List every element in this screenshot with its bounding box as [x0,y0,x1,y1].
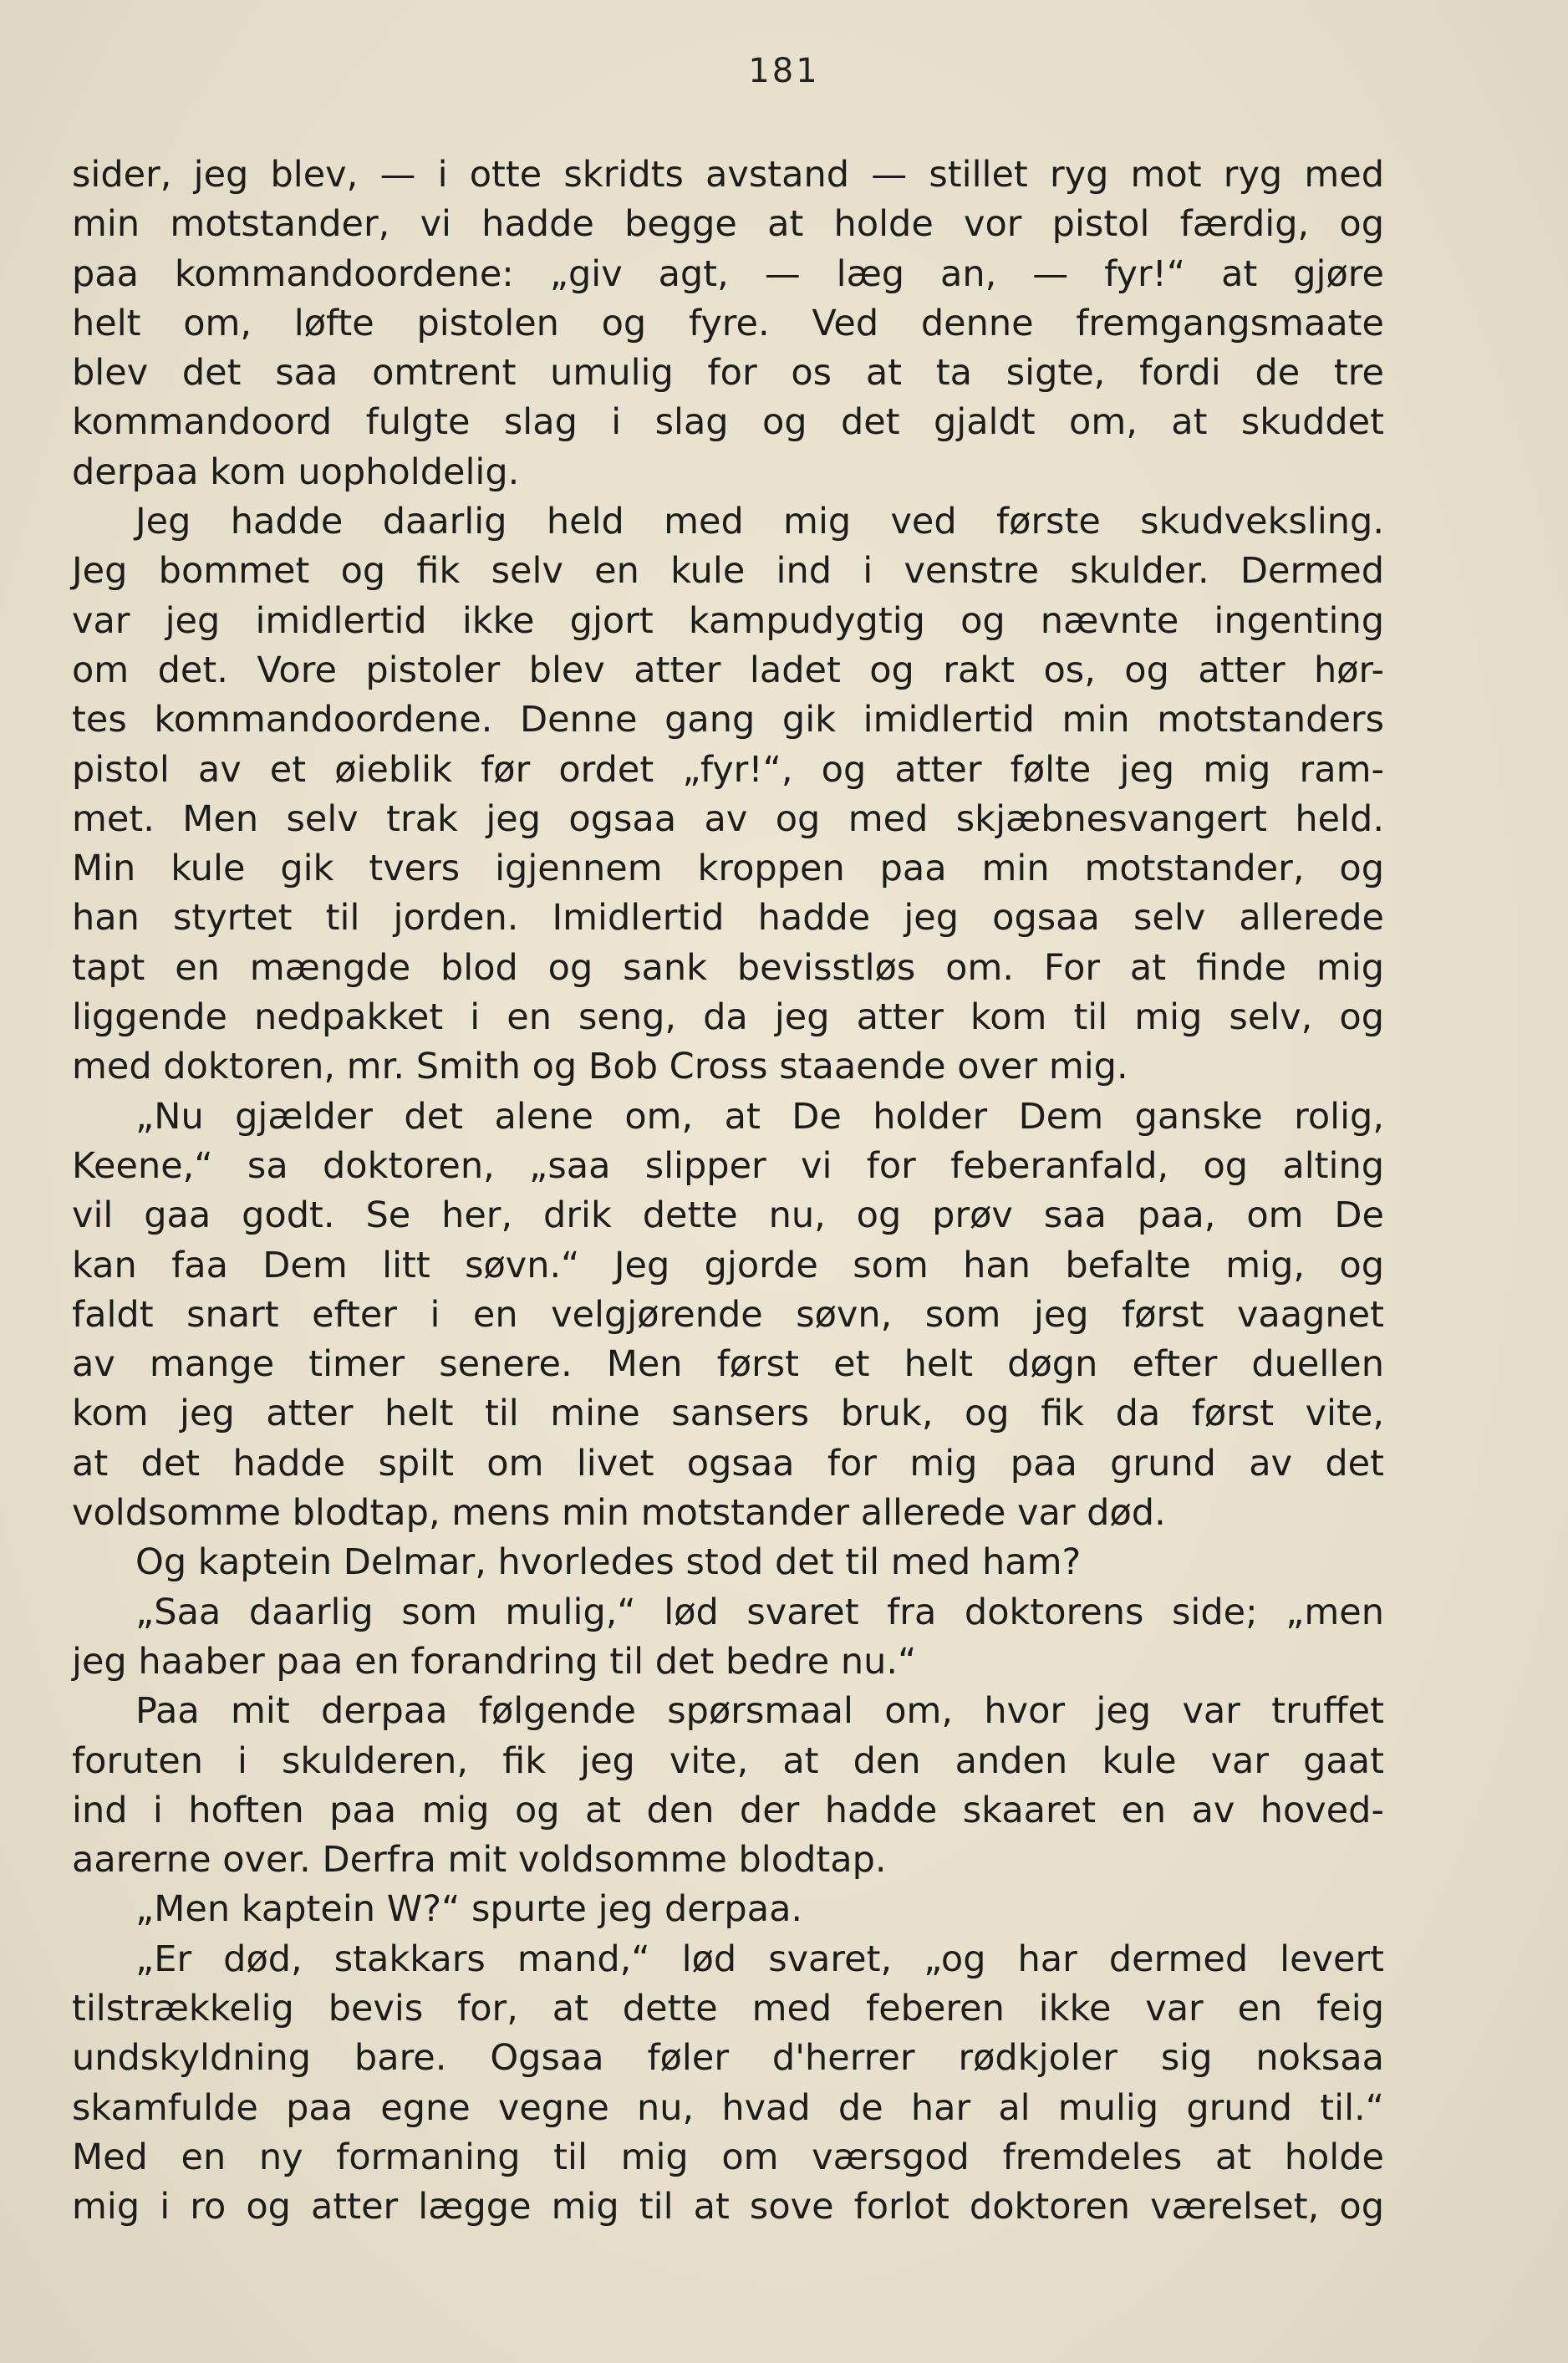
text-line: pistol av et øieblik før ordet „fyr!“, og atter følte jeg mig ram- [72,748,1384,791]
text-line: voldsomme blodtap, mens min motstander allerede var død. [72,1492,1166,1535]
text-line: tes kommandoordene. Denne gang gik imidlertid min motstanders [72,699,1384,741]
text-line: „Saa daarlig som mulig,“ lød svaret fra doktorens side; „men [135,1591,1384,1633]
text-line: Med en ny formaning til mig om værsgod fremdeles at holde [72,2136,1384,2178]
text-line: min motstander, vi hadde begge at holde vor pistol færdig, og [72,203,1384,246]
text-line: blev det saa omtrent umulig for os at ta sigte, fordi de tre [72,352,1384,395]
text-line: derpaa kom uopholdelig. [72,451,520,493]
text-line: skamfulde paa egne vegne nu, hvad de har al mulig grund til.“ [72,2086,1384,2129]
text-line: han styrtet til jorden. Imidlertid hadde jeg ogsaa selv allerede [72,897,1384,940]
text-line: sider, jeg blev, — i otte skridts avstand — stillet ryg mot ryg med [72,154,1384,196]
text-line: jeg haaber paa en forandring til det bedre nu.“ [72,1640,917,1683]
text-line: var jeg imidlertid ikke gjort kampudygtig og nævnte ingenting [72,599,1384,642]
body-text [72,150,1384,2232]
text-line: foruten i skulderen, fik jeg vite, at den anden kule var gaat [72,1739,1384,1782]
text-line: helt om, løfte pistolen og fyre. Ved denne fremgangsmaate [72,302,1384,344]
text-line: aarerne over. Derfra mit voldsomme blodtap. [72,1839,887,1882]
text-line: met. Men selv trak jeg ogsaa av og med skjæbnesvangert held. [72,797,1384,840]
text-line: Og kaptein Delmar, hvorledes stod det til med ham? [135,1541,1082,1584]
text-line: av mange timer senere. Men først et helt døgn efter duellen [72,1343,1384,1386]
text-line: om det. Vore pistoler blev atter ladet og rakt os, og atter hør- [72,649,1384,691]
text-line: med doktoren, mr. Smith og Bob Cross staaende over mig. [72,1046,1128,1088]
text-line: tapt en mængde blod og sank bevisstløs om. For at finde mig [72,946,1384,989]
text-line: faldt snart efter i en velgjørende søvn, som jeg først vaagnet [72,1293,1384,1336]
text-line: ind i hoften paa mig og at den der hadde skaaret en av hoved- [72,1789,1384,1831]
text-line: tilstrækkelig bevis for, at dette med feberen ikke var en feig [72,1987,1384,2029]
text-line: mig i ro og atter lægge mig til at sove forlot doktoren værelset, og [72,2186,1384,2228]
text-line: Min kule gik tvers igjennem kroppen paa min motstander, og [72,848,1384,890]
text-line: kommandoord fulgte slag i slag og det gjaldt om, at skuddet [72,401,1384,444]
text-line: undskyldning bare. Ogsaa føler d'herrer rødkjoler sig noksaa [72,2037,1384,2080]
page-number: 181 [748,52,820,90]
text-line: kan faa Dem litt søvn.“ Jeg gjorde som han befalte mig, og [72,1244,1384,1286]
text-line: Jeg hadde daarlig held med mig ved første skudveksling. [135,501,1384,543]
text-line: liggende nedpakket i en seng, da jeg atter kom til mig selv, og [72,996,1384,1039]
text-line: paa kommandoordene: „giv agt, — læg an, — fyr!“ at gjøre [72,252,1384,295]
text-line: vil gaa godt. Se her, drik dette nu, og prøv saa paa, om De [72,1194,1384,1237]
text-line: Keene,“ sa doktoren, „saa slipper vi for feberanfald, og alting [72,1144,1384,1187]
text-line: kom jeg atter helt til mine sansers bruk, og fik da først vite, [72,1393,1384,1435]
text-line: Paa mit derpaa følgende spørsmaal om, hvor jeg var truffet [135,1690,1384,1733]
text-line: „Men kaptein W?“ spurte jeg derpaa. [135,1888,803,1931]
text-line: Jeg bommet og fik selv en kule ind i venstre skulder. Dermed [72,550,1384,593]
text-line: „Nu gjælder det alene om, at De holder Dem ganske rolig, [135,1095,1384,1138]
text-line: „Er død, stakkars mand,“ lød svaret, „og har dermed levert [135,1938,1384,1980]
text-line: at det hadde spilt om livet ogsaa for mig paa grund av det [72,1442,1384,1485]
